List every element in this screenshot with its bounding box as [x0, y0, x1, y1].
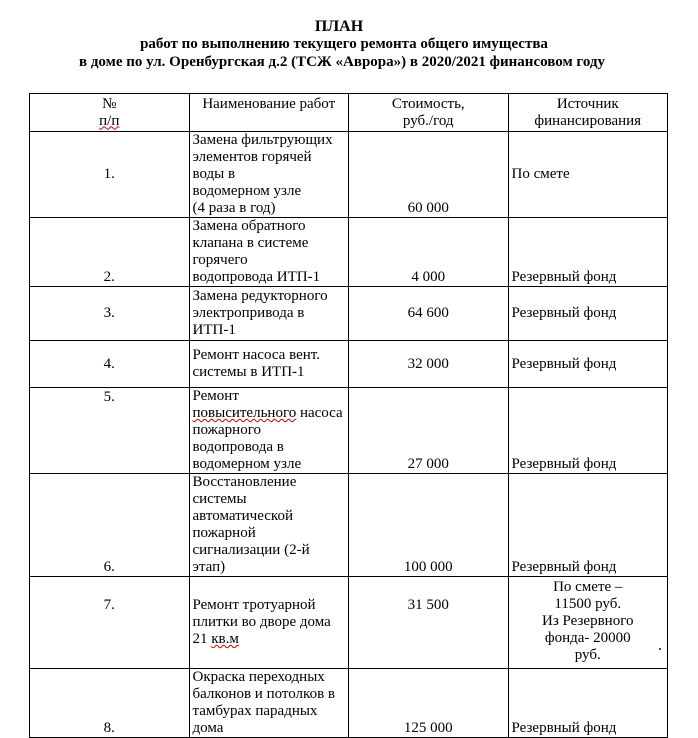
table-row [30, 287, 668, 341]
row-source: Резервный фонд [508, 388, 668, 474]
row-cost: 64 600 [349, 287, 509, 341]
row-work-name-part: кв.м [211, 631, 239, 647]
row-cost: 32 000 [349, 341, 509, 388]
row-work-name [189, 218, 349, 287]
row-work-name-part: (4 раза в год) [192, 200, 276, 216]
row-number: 4. [30, 341, 190, 388]
table-header-row [30, 94, 668, 132]
row-source-line: По смете – [553, 579, 623, 595]
row-source: Резервный фонд [508, 287, 668, 341]
table-row [30, 341, 668, 388]
row-work-name [189, 577, 349, 669]
header-cost-line1: Стоимость, [391, 96, 465, 112]
row-work-name-part: пожарной сигнализации (2-й этап) [192, 525, 310, 575]
header-source [508, 94, 668, 132]
row-work-name-part: Ремонт тротуарной плитки во дворе дома 21 [192, 597, 331, 647]
row-cost: 4 000 [349, 218, 509, 287]
row-work-name [189, 669, 349, 738]
row-work-name [189, 132, 349, 218]
row-work-name-part: насоса пожарного [192, 405, 343, 438]
row-source: Резервный фонд [508, 341, 668, 388]
page-dot [659, 648, 661, 650]
row-work-name-part: водомерном узле [192, 183, 302, 199]
title-address: в доме по ул. Оренбургская д.2 (ТСЖ «Аврора») в 2020/2021 финансовом году [78, 54, 606, 70]
header-cost [349, 94, 509, 132]
row-work-name-part: Ремонт [192, 388, 239, 404]
document-title [0, 18, 698, 71]
row-number: 1. [30, 132, 190, 218]
row-work-name-part: Замена фильтрующих элементов горячей воды в [192, 132, 333, 182]
row-source-line: фонда- 20000 [544, 630, 631, 646]
header-name: Наименование работ [189, 94, 349, 132]
row-cost: 27 000 [349, 388, 509, 474]
table-row [30, 669, 668, 738]
row-number: 7. [30, 577, 190, 669]
header-number [30, 94, 190, 132]
row-number: 8. [30, 669, 190, 738]
row-source-line: руб. [574, 647, 601, 663]
row-work-name [189, 388, 349, 474]
row-work-name-part: Восстановление системы автоматической [192, 474, 297, 524]
row-work-name-part: Замена обратного клапана в системе горячего [192, 218, 309, 268]
row-source-line: 11500 руб. [554, 596, 622, 612]
row-source: Резервный фонд [508, 218, 668, 287]
row-number: 6. [30, 474, 190, 577]
row-number: 5. [30, 388, 190, 474]
table-row [30, 388, 668, 474]
row-number: 2. [30, 218, 190, 287]
row-work-name: Замена редукторного электропривода в ИТП-1 [189, 287, 349, 341]
title-subtitle: работ по выполнению текущего ремонта общего имущества [140, 36, 548, 52]
row-work-name-part: Ремонт насоса вент [192, 347, 317, 363]
works-table [29, 93, 668, 738]
row-number: 3. [30, 287, 190, 341]
header-source-line2: финансирования [534, 113, 642, 129]
row-cost: 125 000 [349, 669, 509, 738]
header-number-line2: п/п [99, 112, 120, 129]
table-row [30, 474, 668, 577]
title-plan: ПЛАН [314, 18, 364, 35]
row-source-line: Из Резервного [542, 613, 634, 629]
row-source [508, 577, 668, 669]
header-number-line1: № [102, 95, 117, 112]
row-work-name-part: водопровода в водомерном узле [192, 439, 302, 472]
table-row [30, 577, 668, 669]
row-source: Резервный фонд [508, 474, 668, 577]
header-source-line1: Источник [556, 96, 619, 112]
row-work-name-part: повысительного [192, 405, 297, 421]
row-source: По смете [508, 132, 668, 218]
header-cost-line2: руб./год [402, 113, 454, 129]
table-row [30, 218, 668, 287]
row-work-name-part: водопровода ИТП-1 [192, 269, 321, 285]
row-work-name-part: . системы в ИТП-1 [192, 347, 320, 380]
row-cost: 31 500 [349, 577, 509, 669]
row-source: Резервный фонд [508, 669, 668, 738]
row-work-name-part: Окраска переходных балконов и потолков в [192, 669, 335, 702]
row-work-name [189, 474, 349, 577]
table-row [30, 132, 668, 218]
row-work-name-part: тамбурах парадных дома [192, 703, 318, 736]
row-cost: 100 000 [349, 474, 509, 577]
row-work-name [189, 341, 349, 388]
row-cost: 60 000 [349, 132, 509, 218]
